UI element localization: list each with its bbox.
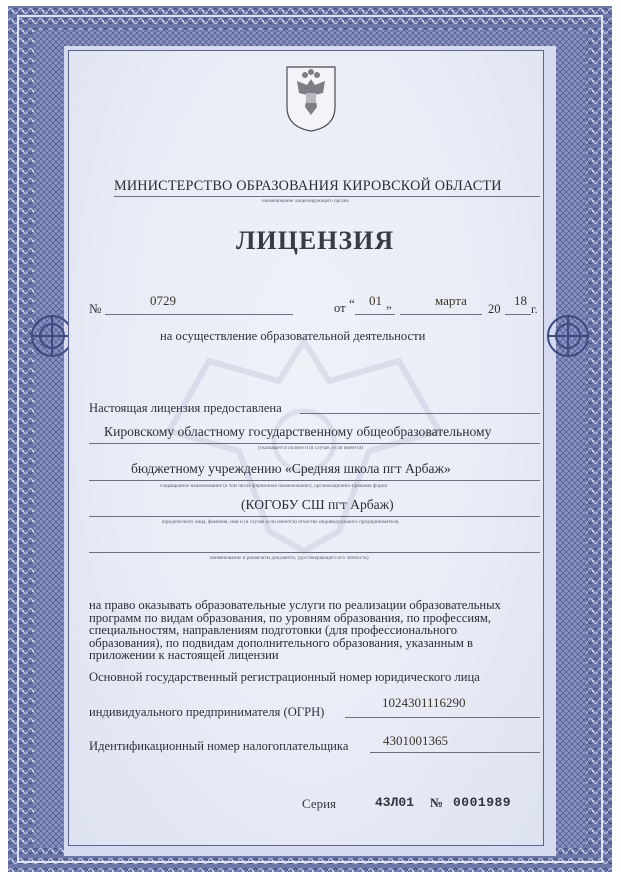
date-quote-close: „ bbox=[386, 296, 392, 311]
number-label: № bbox=[89, 301, 102, 316]
series-number-label: № bbox=[430, 795, 444, 810]
series-number-value: 0001989 bbox=[453, 795, 512, 810]
ministry-caption: наименование лицензирующего органа bbox=[262, 199, 349, 204]
date-quote-open: “ bbox=[349, 296, 355, 311]
granted-underline bbox=[300, 413, 540, 414]
inn-label: Идентификационный номер налогоплательщика bbox=[89, 739, 349, 753]
number-underline bbox=[105, 314, 293, 315]
year-underline bbox=[505, 314, 531, 315]
rights-line: специальностям, направлениям подготовки (для профессионального bbox=[89, 623, 458, 638]
org-line-1-underline bbox=[89, 443, 540, 444]
rights-line: приложении к настоящей лицензии bbox=[89, 648, 279, 663]
series-value: 43Л01 bbox=[375, 795, 415, 810]
day-underline bbox=[355, 314, 395, 315]
ogrn-label-line-2: индивидуального предпринимателя (ОГРН) bbox=[89, 705, 325, 719]
coat-of-arms-emblem bbox=[281, 63, 341, 133]
date-year-suffix: 18 bbox=[514, 293, 527, 308]
date-from-label: от bbox=[334, 301, 346, 315]
inn-value: 4301001365 bbox=[383, 733, 448, 748]
caption-identity-document: наименование и реквизиты документа, удостоверяющего его личность) bbox=[210, 556, 369, 561]
inn-underline bbox=[370, 752, 540, 753]
date-day: 01 bbox=[369, 293, 382, 308]
watermark-eagle bbox=[139, 321, 469, 561]
right-knot-ornament bbox=[548, 316, 588, 356]
ogrn-underline bbox=[345, 717, 540, 718]
ogrn-value: 1024301116290 bbox=[382, 695, 466, 710]
month-underline bbox=[400, 314, 482, 315]
rights-line: на право оказывать образовательные услуги по реализации образовательных bbox=[89, 598, 501, 612]
ministry-underline bbox=[114, 196, 540, 197]
ogrn-label-line-1: Основной государственный регистрационный номер юридического лица bbox=[89, 670, 480, 684]
org-line-2-underline bbox=[89, 480, 540, 481]
license-number: 0729 bbox=[150, 293, 176, 308]
caption-short-name: сокращенное наименование (в том числе фирменное наименование), организационно-правовая форма bbox=[160, 484, 388, 489]
document-id-underline bbox=[89, 552, 540, 553]
document-title: ЛИЦЕНЗИЯ bbox=[236, 226, 395, 255]
org-full-line-1: Кировскому областному государственному общеобразовательному bbox=[104, 424, 492, 439]
left-knot-ornament bbox=[32, 316, 72, 356]
date-year-unit: г. bbox=[531, 302, 538, 316]
date-month: марта bbox=[435, 293, 467, 308]
granted-label: Настоящая лицензия предоставлена bbox=[89, 401, 282, 415]
rights-paragraph bbox=[89, 599, 544, 662]
ministry-name: МИНИСТЕРСТВО ОБРАЗОВАНИЯ КИРОВСКОЙ ОБЛАСТИ bbox=[114, 178, 502, 194]
rights-line: программ по видам образования, по уровням образования, по профессиям, bbox=[89, 610, 491, 625]
date-year-prefix: 20 bbox=[488, 302, 501, 316]
rights-line: образования), по подвидам дополнительного образования, указанным в bbox=[89, 635, 473, 650]
org-short-name: (КОГОБУ СШ пгт Арбаж) bbox=[241, 497, 394, 512]
caption-full-name: (указывается полное и (в случае, если имеется) bbox=[258, 446, 364, 451]
org-full-line-2: бюджетному учреждению «Средняя школа пгт Арбаж» bbox=[131, 461, 451, 476]
license-purpose: на осуществление образовательной деятельности bbox=[160, 329, 426, 343]
series-label: Серия bbox=[302, 796, 337, 811]
org-short-underline bbox=[89, 516, 540, 517]
caption-legal-entity: юридического лица, фамилия, имя и (в случае если имеется) отчество индивидуального предпринимателя, bbox=[162, 520, 400, 525]
